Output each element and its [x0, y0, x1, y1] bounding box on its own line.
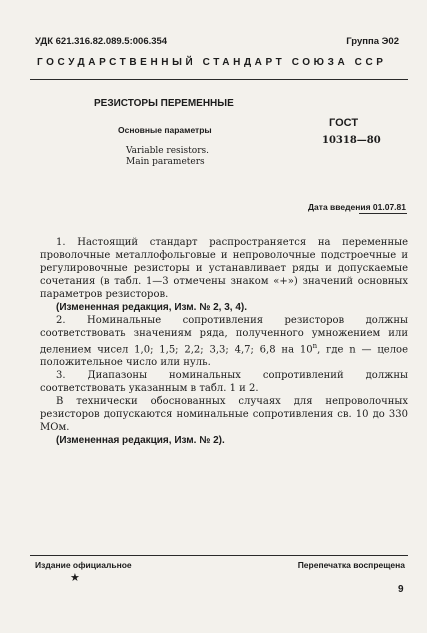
group-code: Группа Э02 — [346, 36, 399, 47]
gost-number: 10318—80 — [322, 135, 381, 146]
page-number: 9 — [398, 584, 404, 595]
paragraph-3: 3. Диапазоны номинальных сопротивлений должны соответствовать указанным в табл. 1 и 2. — [40, 370, 408, 395]
paragraph-2-end: , где n — целое положительное число или нуль. — [40, 344, 408, 369]
paragraph-2-start: 2. Номинальные сопротивления резисторов должны соответствовать значениям ряда, полученного умножением или делением чисел 1,0; 1,5; 2,2; 3,3; 4,7; 6,8 на 10 — [40, 315, 408, 356]
star-icon: ★ — [70, 571, 80, 584]
english-title-line2: Main parameters — [126, 157, 205, 167]
official-edition-label: Издание официальное — [35, 560, 132, 570]
effective-date: Дата введения 01.07.81 — [308, 202, 406, 212]
bottom-divider — [30, 555, 408, 556]
gost-label: ГОСТ — [329, 117, 359, 129]
standard-heading: ГОСУДАРСТВЕННЫЙ СТАНДАРТ СОЮЗА ССР — [37, 57, 387, 68]
udk-code: УДК 621.316.82.089.5:006.354 — [35, 36, 168, 47]
body-text — [40, 236, 408, 447]
paragraph-2 — [40, 314, 408, 369]
edit-note-1: (Измененная редакция, Изм. № 2, 3, 4). — [56, 302, 248, 313]
date-underline — [359, 213, 407, 214]
paragraph-2-exponent: n — [312, 342, 318, 350]
document-subtitle: Основные параметры — [118, 125, 212, 135]
edit-note-2: (Измененная редакция, Изм. № 2). — [56, 435, 225, 447]
paragraph-1: 1. Настоящий стандарт распространяется на переменные проволочные металлофольговые и непроволочные подстроечные и регулировочные резисторы и устанавливает ряды и допускаемые сочетания (в табл. 1—3 отмечены знаком «+») значений основных параметров резисторов. — [40, 237, 408, 300]
top-divider — [30, 79, 408, 80]
english-title-line1: Variable resistors. — [126, 146, 209, 156]
document-title: РЕЗИСТОРЫ ПЕРЕМЕННЫЕ — [94, 98, 234, 109]
paragraph-4: В технически обоснованных случаях для непроволочных резисторов допускаются номинальные сопротивления св. 10 до 330 МОм. — [40, 396, 408, 434]
reprint-notice: Перепечатка воспрещена — [297, 560, 405, 570]
